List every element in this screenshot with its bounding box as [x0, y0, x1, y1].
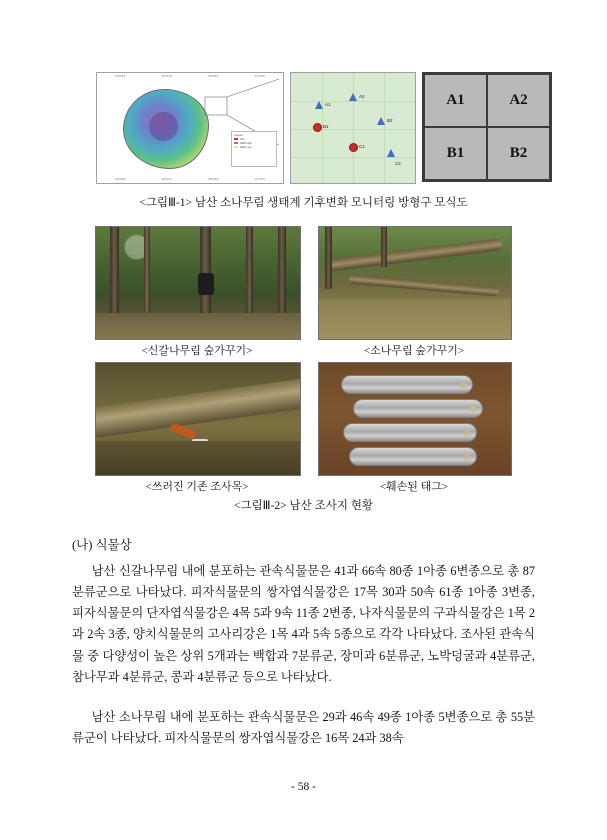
photo-caption-1: <신갈나무림 숲가꾸기>	[141, 345, 253, 357]
plot-marker-label: B2	[387, 118, 393, 123]
plot-marker-blue	[377, 117, 385, 125]
photo-caption-2: <소나무림 숲가꾸기>	[363, 345, 465, 357]
monitoring-plot-detail	[290, 72, 416, 184]
quadrat-cell-a1: A1	[424, 74, 487, 127]
photo-caption-4: <훼손된 태그>	[379, 481, 449, 493]
map-tick: 127°01'E	[254, 178, 265, 181]
plot-marker-label: B1	[323, 124, 329, 129]
map-tick: 126°55'E	[115, 178, 126, 181]
paragraph-1	[72, 561, 535, 688]
map-legend-item: DEM High	[240, 141, 252, 145]
photo-damaged-tags	[318, 362, 512, 476]
map-tick: 127°01'E	[254, 75, 265, 78]
plot-marker-red	[313, 123, 322, 132]
plot-marker-label: A1	[325, 102, 331, 107]
plot-marker-label: A2	[359, 94, 365, 99]
map-tick: 126°57'E	[161, 75, 172, 78]
photo-oak-forest-thinning	[95, 226, 301, 340]
paragraph-2	[72, 707, 535, 749]
plot-marker-blue	[315, 101, 323, 109]
map-tick: 126°55'E	[115, 75, 126, 78]
figure-3-1-caption: <그림Ⅲ-1> 남산 소나무림 생태계 기후변화 모니터링 방형구 모식도	[139, 197, 468, 209]
map-legend-title: Legend	[234, 134, 243, 137]
photo-pine-forest-thinning	[318, 226, 512, 340]
page-number: - 58 -	[291, 781, 316, 793]
map-tick: 126°59'E	[208, 178, 219, 181]
plot-marker-label: C2	[395, 161, 401, 166]
plot-marker-blue	[349, 93, 357, 101]
map-tick: 126°57'E	[161, 178, 172, 181]
plot-marker-label: C1	[359, 144, 365, 149]
section-heading: (나) 식물상	[72, 538, 132, 552]
map-legend	[231, 131, 277, 167]
plot-marker-blue	[387, 149, 395, 157]
paragraph-text: 남산 소나무림 내에 분포하는 관속식물문은 29과 46속 49종 1아종 5변종으로 총 55분류군이 나타났다. 피자식물문의 쌍자엽식물강은 16목 24과 38속	[72, 710, 535, 746]
site-location-map	[96, 72, 284, 184]
map-legend-item: Site	[240, 137, 245, 141]
figure-3-2-caption: <그림Ⅲ-2> 남산 조사지 현황	[233, 500, 374, 512]
map-legend-item: DEM Low	[240, 145, 252, 149]
paragraph-text: 남산 신갈나무림 내에 분포하는 관속식물문은 41과 66속 80종 1아종 6변종으로 총 87분류군으로 나타났다. 피자식물문의 쌍자엽식물강은 17목 30과 50속 61종 1아종 3변종, 피자식물문의 단자엽식물강은 4목 5과 9속 11종 2변종, 나자식물문의 구과식물강은 1목 2과 2속 3종, 양치식물문의 고사리강은 1목 4과 5속 5종으로 각각 나타났다. 조사된 관속식물 중 다양성이 높은 상위 5개과는 백합과 7분류군, 장미과 6분류군, 노박덩굴과 4분류군, 참나무과 4분류군, 콩과 4분류군 등으로 나타났다.	[72, 564, 535, 684]
figure-3-1-images	[96, 72, 552, 184]
quadrat-cell-b1: B1	[424, 127, 487, 180]
map-tick: 126°59'E	[208, 75, 219, 78]
map-bottom-ticks	[97, 178, 283, 181]
quadrat-diagram	[422, 72, 552, 182]
photo-fallen-survey-tree	[95, 362, 301, 476]
quadrat-cell-b2: B2	[487, 127, 550, 180]
photo-caption-3: <쓰러진 기존 조사목>	[145, 481, 249, 493]
quadrat-cell-a2: A2	[487, 74, 550, 127]
plot-marker-red	[349, 143, 358, 152]
